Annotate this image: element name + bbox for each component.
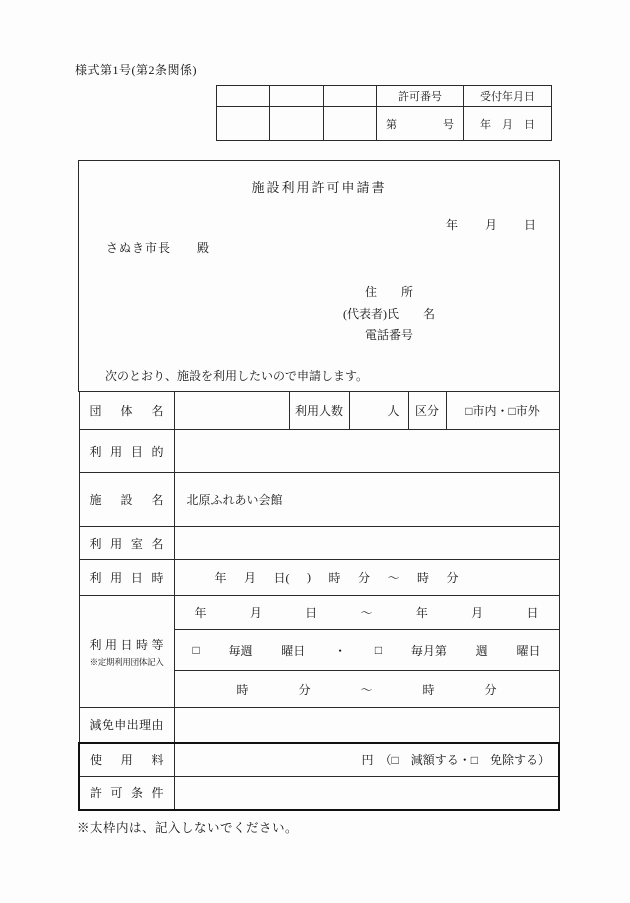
- datetime-value: [174, 560, 559, 596]
- conditions-value: [174, 777, 559, 810]
- datetime-label: 利 用 日 時: [89, 571, 164, 585]
- phone-number-label: 電話番号: [364, 328, 413, 342]
- stamp-value-row: [217, 107, 552, 141]
- table-row-purpose: [79, 430, 559, 473]
- exemption-label: 減 免 申 出 理 由: [89, 718, 164, 733]
- table-row-exemption: [79, 708, 559, 743]
- user-count-unit: 人: [349, 392, 408, 430]
- schedule-time-value: [174, 671, 559, 708]
- table-row-fee: [79, 743, 559, 777]
- conditions-label-cell: [79, 777, 174, 810]
- exemption-value: [174, 708, 559, 743]
- facility-label-cell: [79, 473, 174, 527]
- schedule-note: ※定期利用団体記入: [89, 656, 164, 667]
- stamp-empty-cell: [324, 107, 377, 141]
- datetime-label-cell: [79, 560, 174, 596]
- schedule-weekly-value: [174, 630, 559, 671]
- permit-number-text: 第 号: [386, 118, 454, 131]
- intro-sentence: 次のとおり、施設を利用したいので申請します。: [105, 369, 369, 383]
- representative-name-label: (代表者)氏 名: [343, 306, 435, 321]
- room-label-cell: [79, 527, 174, 560]
- fee-label: 使 用 料: [90, 753, 164, 768]
- category-checkbox-options: □市内・□市外: [446, 392, 559, 430]
- group-name-label: 団 体 名: [89, 404, 164, 418]
- schedule-label-cell: [79, 596, 174, 708]
- table-row-schedule-period: [79, 596, 559, 630]
- table-row-group-name: [79, 392, 559, 430]
- facility-value: 北原ふれあい会館: [174, 473, 559, 527]
- stamp-empty-cell: [217, 107, 270, 141]
- applicant-block: [309, 282, 469, 347]
- table-row-datetime: [79, 560, 559, 596]
- category-label: 区分: [408, 392, 446, 430]
- stamp-empty-cell: [324, 86, 377, 107]
- approval-stamp-table: [216, 85, 552, 141]
- room-value: [174, 527, 559, 560]
- datetime-value-text: 年 月 日( ) 時 分 ～ 時 分: [214, 570, 459, 585]
- schedule-time-text: 時 分 ～ 時 分: [236, 682, 497, 697]
- schedule-weekly-text: □ 毎週 曜日 ・ □ 毎月第 週 曜日: [192, 642, 541, 658]
- purpose-label-cell: [79, 430, 174, 473]
- table-row-facility: [79, 473, 559, 527]
- purpose-label: 利 用 目 的: [89, 444, 164, 459]
- conditions-label: 許 可 条 件: [90, 786, 164, 801]
- fee-value: 円 （□ 減額する・□ 免除する）: [174, 743, 559, 777]
- stamp-empty-cell: [270, 107, 324, 141]
- schedule-label: 利 用 日 時 等: [89, 637, 164, 652]
- stamp-empty-cell: [217, 86, 270, 107]
- permit-number-value: [377, 107, 464, 141]
- stamp-header-row: [217, 86, 552, 107]
- addressee-line: さぬき市長 殿: [106, 241, 211, 255]
- form-id-label: 様式第1号(第2条関係): [75, 63, 197, 77]
- table-row-room: [79, 527, 559, 560]
- purpose-value: [174, 430, 559, 473]
- group-name-value: [174, 392, 289, 430]
- receipt-date-header: 受付年月日: [464, 86, 552, 107]
- schedule-period-text: 年 月 日 ～ 年 月 日: [194, 606, 539, 620]
- schedule-period-value: [174, 596, 559, 630]
- group-name-label-cell: [79, 392, 174, 430]
- stamp-empty-cell: [270, 86, 324, 107]
- facility-label: 施 設 名: [89, 493, 164, 507]
- application-fields-table: [78, 391, 560, 811]
- receipt-date-value: 年 月 日: [464, 107, 552, 141]
- application-form-box: [78, 160, 560, 392]
- form-title: 施設利用許可申請書: [251, 180, 387, 195]
- permit-number-header: 許可番号: [377, 86, 464, 107]
- address-label: 住 所: [364, 285, 413, 299]
- application-date-line: 年 月 日: [445, 218, 537, 232]
- fee-label-cell: [79, 743, 174, 777]
- room-label: 利 用 室 名: [89, 536, 164, 551]
- table-row-conditions: [79, 777, 559, 810]
- user-count-label: 利用人数: [289, 392, 349, 430]
- footnote: ※太枠内は、記入しないでください。: [77, 821, 299, 835]
- exemption-label-cell: [79, 708, 174, 743]
